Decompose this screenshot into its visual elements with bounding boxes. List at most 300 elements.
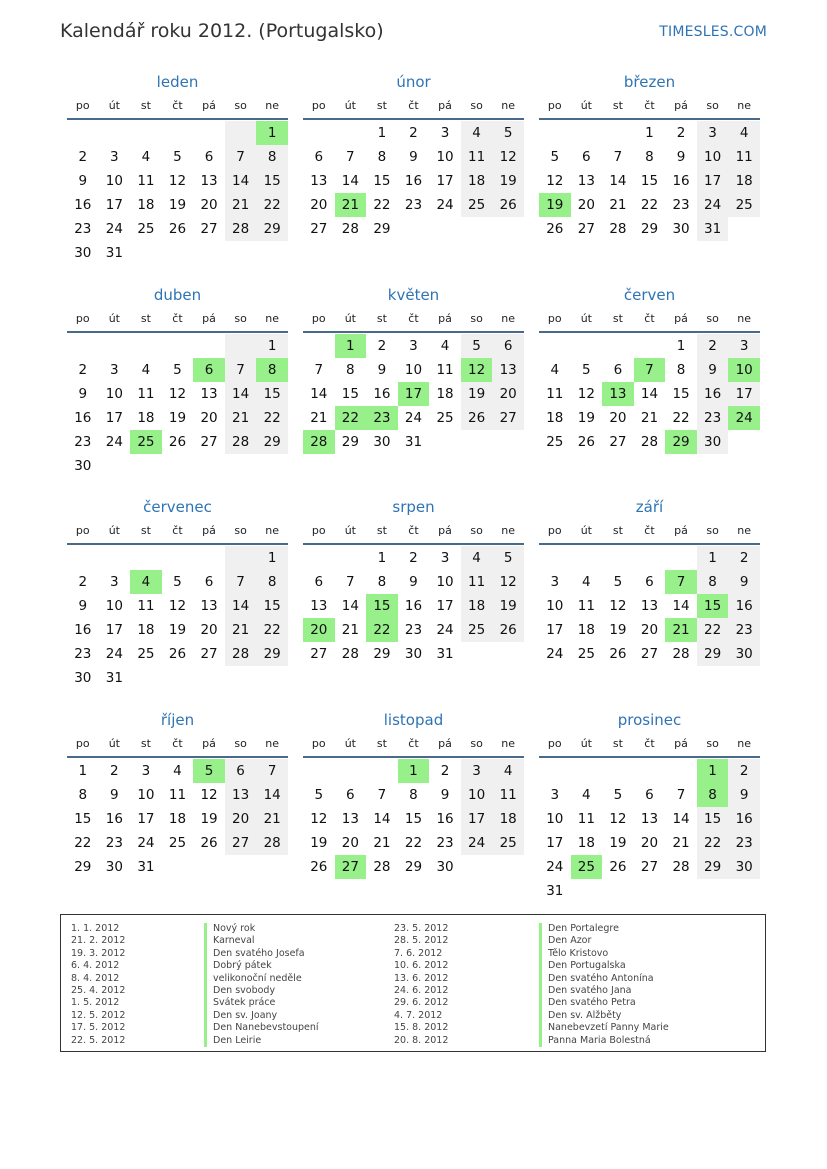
day-cell: 2 (409, 550, 418, 566)
day-cell: 27 (310, 221, 328, 237)
day-cell: 11 (492, 783, 524, 807)
day-cell: 11 (137, 598, 155, 614)
day-cell: 17 (436, 598, 454, 614)
day-cell: 20 (640, 834, 659, 851)
day-cell: 12 (492, 570, 524, 594)
day-cell: 15 (366, 594, 398, 618)
day-cell: 22 (256, 406, 288, 430)
weekday-label: ne (737, 736, 752, 750)
day-cell: 19 (461, 382, 493, 406)
day-cell: 27 (640, 858, 659, 875)
day-cell: 23 (74, 221, 92, 237)
day-cell: 18 (577, 834, 595, 851)
day-cell: 26 (609, 858, 627, 875)
weekday-label: ne (501, 311, 516, 325)
day-cell: 13 (640, 810, 659, 827)
weekday-label: so (706, 524, 719, 537)
day-cell: 10 (697, 145, 729, 169)
day-cell: 13 (200, 385, 218, 402)
weekday-label: ne (265, 736, 280, 750)
empty-cell (99, 546, 131, 570)
day-cell: 29 (74, 858, 92, 875)
day-cell: 14 (341, 598, 359, 614)
day-cell: 12 (609, 810, 627, 827)
month-name: srpen (392, 498, 435, 516)
day-cell: 21 (335, 193, 367, 217)
weekday-label: čt (172, 311, 183, 325)
day-cell: 13 (200, 173, 218, 189)
day-cell: 3 (409, 337, 418, 354)
day-cell: 19 (577, 409, 595, 426)
day-cell: 5 (173, 361, 182, 378)
day-cell: 6 (314, 574, 324, 590)
day-grid (67, 759, 288, 879)
weekday-label: so (234, 311, 247, 325)
weekday-header (67, 94, 288, 120)
legend-holiday-name: Den Azor (539, 935, 669, 947)
day-cell: 2 (440, 762, 450, 779)
empty-cell (130, 241, 162, 265)
day-cell: 7 (676, 786, 686, 803)
day-grid (539, 334, 760, 454)
legend-holiday-name: Tělo Kristovo (539, 948, 669, 960)
empty-cell (130, 666, 162, 690)
day-cell: 31 (137, 858, 155, 875)
weekday-label: st (140, 524, 151, 537)
day-cell: 16 (105, 810, 123, 827)
month-name: únor (396, 73, 431, 91)
day-cell: 24 (105, 646, 123, 662)
day-grid (303, 121, 524, 241)
weekday-label: pá (438, 736, 452, 750)
day-cell: 15 (697, 594, 729, 618)
day-cell: 3 (550, 574, 560, 590)
empty-cell (256, 666, 288, 690)
day-cell: 5 (314, 786, 324, 803)
day-cell: 7 (346, 149, 355, 165)
day-cell: 21 (341, 622, 359, 638)
weekday-label: út (580, 736, 592, 750)
empty-cell (162, 666, 194, 690)
day-cell: 9 (377, 361, 387, 378)
weekday-label: so (706, 311, 719, 325)
legend-holiday-name: Den svatého Petra (539, 997, 669, 1009)
day-cell: 17 (546, 834, 564, 851)
day-cell: 22 (256, 193, 288, 217)
day-cell: 30 (404, 646, 423, 662)
weekday-label: út (108, 311, 120, 325)
weekday-label: út (344, 736, 356, 750)
day-cell: 1 (697, 759, 729, 783)
day-cell: 28 (256, 831, 288, 855)
day-cell: 3 (728, 334, 760, 358)
day-cell: 30 (436, 858, 454, 875)
weekday-label: po (311, 524, 326, 537)
legend-dates (71, 923, 125, 1047)
day-cell: 28 (341, 221, 359, 237)
day-cell: 18 (492, 807, 524, 831)
day-cell: 25 (577, 646, 595, 662)
day-cell: 20 (640, 622, 659, 638)
empty-cell (162, 454, 194, 478)
weekday-header (539, 519, 760, 545)
day-cell: 25 (728, 193, 760, 217)
empty-cell (225, 334, 257, 358)
day-cell: 2 (676, 125, 686, 141)
day-cell: 18 (728, 169, 760, 193)
empty-cell (225, 855, 257, 879)
day-cell: 24 (436, 197, 454, 213)
day-cell: 2 (697, 334, 729, 358)
empty-cell (193, 334, 225, 358)
day-cell: 8 (78, 786, 88, 803)
day-cell: 18 (577, 622, 595, 638)
day-cell: 4 (130, 570, 162, 594)
empty-cell (162, 855, 194, 879)
day-cell: 13 (492, 358, 524, 382)
day-cell: 10 (105, 385, 123, 402)
empty-cell (162, 334, 194, 358)
day-cell: 25 (461, 193, 493, 217)
weekday-label: so (706, 736, 719, 750)
day-cell: 18 (137, 409, 155, 426)
day-cell: 13 (602, 382, 634, 406)
day-cell: 7 (346, 574, 355, 590)
empty-cell (571, 759, 603, 783)
month-prosinec (539, 708, 760, 910)
day-cell: 7 (634, 358, 666, 382)
day-cell: 28 (225, 430, 257, 454)
legend-dates (394, 923, 448, 1047)
month-září (539, 495, 760, 697)
empty-cell (162, 121, 194, 145)
empty-cell (728, 430, 760, 454)
day-cell: 17 (105, 197, 123, 213)
day-cell: 27 (225, 831, 257, 855)
day-cell: 18 (461, 594, 493, 618)
day-cell: 31 (436, 646, 454, 662)
weekday-label: út (108, 736, 120, 750)
empty-cell (256, 454, 288, 478)
weekday-label: pá (674, 311, 688, 325)
day-cell: 7 (377, 786, 387, 803)
day-cell: 8 (377, 149, 387, 165)
empty-cell (461, 430, 493, 454)
legend-date: 12. 5. 2012 (71, 1009, 126, 1021)
weekday-label: čt (644, 524, 655, 537)
day-cell: 27 (492, 406, 524, 430)
day-cell: 12 (168, 385, 187, 402)
day-cell: 21 (225, 618, 257, 642)
legend-date: 1. 1. 2012 (71, 923, 120, 934)
day-cell: 14 (341, 173, 359, 189)
empty-cell (429, 217, 461, 241)
day-cell: 27 (335, 855, 367, 879)
day-cell: 31 (546, 882, 564, 899)
day-cell: 18 (546, 409, 564, 426)
site-link[interactable]: TIMESLES.COM (659, 24, 767, 40)
day-cell: 4 (492, 759, 524, 783)
weekday-label: čt (644, 99, 655, 112)
legend-date: 29. 6. 2012 (394, 997, 449, 1009)
day-cell: 20 (303, 618, 335, 642)
day-cell: 3 (141, 762, 151, 779)
weekday-label: po (547, 524, 562, 537)
day-cell: 29 (256, 217, 288, 241)
day-cell: 16 (404, 173, 423, 189)
weekday-header (67, 519, 288, 545)
empty-cell (225, 666, 257, 690)
empty-cell (366, 759, 398, 783)
empty-cell (193, 855, 225, 879)
day-cell: 16 (74, 409, 92, 426)
empty-cell (665, 879, 697, 903)
day-cell: 25 (436, 409, 454, 426)
day-cell: 10 (546, 810, 564, 827)
day-cell: 16 (728, 594, 760, 618)
day-cell: 25 (461, 618, 493, 642)
day-cell: 12 (168, 598, 187, 614)
day-cell: 8 (256, 570, 288, 594)
weekday-label: pá (202, 99, 216, 112)
day-cell: 29 (341, 433, 359, 450)
empty-cell (67, 121, 99, 145)
day-cell: 29 (697, 642, 729, 666)
day-cell: 24 (404, 409, 423, 426)
day-cell: 16 (672, 173, 690, 189)
day-cell: 17 (546, 622, 564, 638)
day-cell: 3 (440, 125, 450, 141)
day-cell: 16 (74, 197, 92, 213)
empty-cell (492, 430, 524, 454)
day-cell: 27 (577, 221, 595, 237)
day-cell: 9 (78, 598, 88, 614)
legend-holiday-name: Den svobody (204, 985, 319, 997)
day-cell: 1 (256, 546, 288, 570)
legend-holiday-name: Den Nanebevstoupení (204, 1022, 319, 1034)
day-cell: 23 (728, 831, 760, 855)
empty-cell (429, 430, 461, 454)
empty-cell (665, 546, 697, 570)
day-cell: 2 (409, 125, 418, 141)
day-cell: 11 (728, 145, 760, 169)
empty-cell (571, 121, 603, 145)
day-cell: 15 (256, 169, 288, 193)
day-cell: 28 (672, 858, 690, 875)
day-cell: 15 (697, 807, 729, 831)
day-cell: 14 (609, 173, 627, 189)
empty-cell (634, 546, 666, 570)
day-cell: 30 (728, 855, 760, 879)
day-cell: 12 (200, 786, 218, 803)
day-grid (303, 546, 524, 666)
day-cell: 9 (676, 149, 686, 165)
empty-cell (193, 241, 225, 265)
weekday-label: st (140, 99, 151, 112)
legend-date: 7. 6. 2012 (394, 947, 443, 959)
day-cell: 26 (168, 646, 187, 662)
month-name: březen (623, 73, 676, 91)
empty-cell (67, 546, 99, 570)
day-cell: 24 (461, 831, 493, 855)
day-cell: 4 (582, 574, 591, 590)
empty-cell (130, 334, 162, 358)
day-cell: 31 (697, 217, 729, 241)
day-cell: 13 (310, 598, 328, 614)
weekday-label: st (612, 736, 623, 750)
weekday-label: pá (202, 311, 216, 325)
day-cell: 21 (225, 193, 257, 217)
day-cell: 6 (582, 149, 591, 165)
legend-holiday-name: Den Portalegre (539, 923, 669, 935)
day-cell: 1 (335, 334, 367, 358)
weekday-header (539, 732, 760, 758)
day-cell: 31 (404, 433, 423, 450)
day-cell: 13 (310, 173, 328, 189)
day-cell: 23 (404, 622, 423, 638)
day-cell: 17 (105, 622, 123, 638)
day-cell: 7 (665, 570, 697, 594)
day-cell: 12 (577, 385, 595, 402)
day-cell: 6 (346, 786, 355, 803)
day-cell: 19 (310, 834, 328, 851)
weekday-label: pá (202, 736, 216, 750)
day-cell: 11 (577, 598, 595, 614)
legend-date: 22. 5. 2012 (71, 1034, 126, 1046)
empty-cell (602, 546, 634, 570)
day-cell: 5 (492, 121, 524, 145)
day-cell: 20 (200, 197, 218, 213)
day-cell: 24 (546, 646, 564, 662)
day-cell: 24 (436, 622, 454, 638)
day-grid (539, 546, 760, 666)
day-cell: 19 (609, 834, 627, 851)
weekday-label: ne (737, 99, 752, 112)
weekday-label: pá (438, 99, 452, 112)
day-cell: 6 (193, 358, 225, 382)
empty-cell (602, 879, 634, 903)
day-cell: 19 (492, 594, 524, 618)
day-grid (303, 334, 524, 454)
day-cell: 5 (173, 574, 182, 590)
weekday-label: ne (265, 311, 280, 325)
day-cell: 1 (676, 337, 686, 354)
weekday-label: st (376, 311, 387, 325)
weekday-label: st (376, 99, 387, 112)
weekday-header (67, 732, 288, 758)
day-cell: 7 (225, 145, 257, 169)
day-cell: 13 (341, 810, 359, 827)
weekday-label: ne (501, 736, 516, 750)
day-cell: 20 (609, 409, 627, 426)
empty-cell (162, 241, 194, 265)
weekday-label: po (75, 99, 90, 112)
legend-date: 28. 5. 2012 (394, 935, 449, 947)
day-cell: 18 (137, 197, 155, 213)
day-cell: 12 (546, 173, 564, 189)
day-cell: 26 (168, 221, 187, 237)
day-cell: 5 (492, 546, 524, 570)
day-cell: 18 (137, 622, 155, 638)
day-cell: 10 (404, 361, 423, 378)
day-grid (67, 546, 288, 690)
day-cell: 15 (256, 594, 288, 618)
day-cell: 4 (173, 762, 182, 779)
day-cell: 22 (640, 197, 659, 213)
legend-holiday-name: Nový rok (204, 923, 319, 935)
empty-cell (303, 121, 335, 145)
day-cell: 21 (256, 807, 288, 831)
legend-names (539, 923, 669, 1047)
day-cell: 15 (373, 173, 391, 189)
day-cell: 20 (225, 807, 257, 831)
month-name: říjen (160, 710, 195, 729)
month-name: leden (156, 73, 199, 91)
weekday-label: čt (644, 311, 655, 325)
day-cell: 3 (697, 121, 729, 145)
day-cell: 2 (728, 759, 760, 783)
weekday-label: čt (408, 311, 419, 325)
day-cell: 7 (613, 149, 623, 165)
day-cell: 24 (728, 406, 760, 430)
day-cell: 13 (577, 173, 595, 189)
day-cell: 3 (461, 759, 493, 783)
day-cell: 15 (640, 173, 659, 189)
day-cell: 13 (640, 598, 659, 614)
day-cell: 27 (200, 433, 218, 450)
legend-holiday-name: Den svatého Josefa (204, 948, 319, 960)
day-cell: 1 (398, 759, 430, 783)
day-cell: 10 (105, 598, 123, 614)
weekday-label: ne (501, 99, 516, 112)
day-grid (539, 121, 760, 241)
day-cell: 10 (137, 786, 155, 803)
month-leden (67, 70, 288, 272)
day-cell: 24 (105, 221, 123, 237)
month-name: červenec (143, 498, 212, 516)
day-cell: 8 (697, 783, 729, 807)
day-cell: 10 (728, 358, 760, 382)
legend-date: 8. 4. 2012 (71, 972, 120, 984)
day-cell: 18 (168, 810, 187, 827)
day-cell: 6 (645, 574, 654, 590)
day-cell: 17 (105, 409, 123, 426)
month-duben (67, 283, 288, 485)
empty-cell (539, 121, 571, 145)
day-cell: 4 (141, 149, 151, 165)
empty-cell (492, 642, 524, 666)
day-cell: 8 (645, 149, 654, 165)
day-cell: 11 (577, 810, 595, 827)
day-cell: 3 (110, 361, 119, 378)
day-cell: 5 (613, 786, 623, 803)
legend-holiday-name: Den sv. Alžběty (539, 1010, 669, 1022)
weekday-label: pá (674, 99, 688, 112)
day-cell: 10 (436, 149, 454, 165)
day-cell: 16 (373, 385, 391, 402)
day-cell: 22 (74, 834, 92, 851)
day-cell: 9 (728, 570, 760, 594)
legend-date: 1. 5. 2012 (71, 997, 120, 1009)
day-grid (67, 121, 288, 265)
day-cell: 26 (461, 406, 493, 430)
day-cell: 29 (373, 221, 391, 237)
weekday-header (67, 307, 288, 333)
day-cell: 8 (256, 358, 288, 382)
day-cell: 22 (373, 197, 391, 213)
day-cell: 9 (409, 149, 418, 165)
day-cell: 14 (373, 810, 391, 827)
